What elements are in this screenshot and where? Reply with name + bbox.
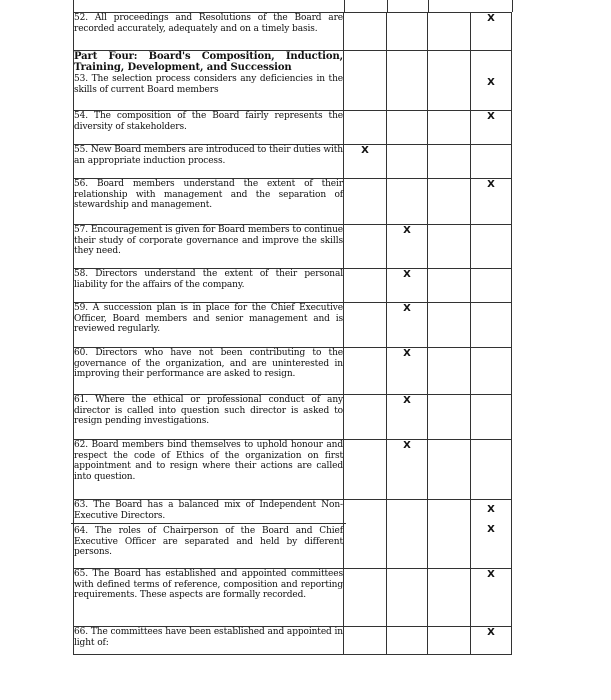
question-number: 60. — [74, 348, 89, 358]
check-mark: X — [403, 303, 411, 314]
table-row — [74, 627, 512, 655]
rating-cell — [428, 569, 471, 627]
rating-cell — [471, 440, 512, 500]
rating-cell — [471, 303, 512, 348]
check-mark: X — [487, 504, 495, 515]
question-cell — [74, 225, 344, 269]
check-mark: X — [487, 627, 495, 638]
table-row — [74, 179, 512, 225]
rating-cell — [428, 440, 471, 500]
rating-cell — [428, 225, 471, 269]
rating-cell — [428, 111, 471, 145]
question-cell — [74, 569, 344, 627]
rating-cell — [344, 225, 387, 269]
question-cell — [74, 269, 344, 303]
check-mark: X — [487, 77, 495, 88]
rating-cell — [471, 348, 512, 395]
question-text: Encouragement is given for Board members to continue their study of corporate governance and improve the skills they need. — [74, 225, 343, 256]
rating-cell — [344, 440, 387, 500]
question-number: 59. — [74, 303, 89, 313]
table-row — [74, 303, 512, 348]
rating-cell — [344, 500, 387, 569]
rating-cell — [387, 13, 428, 51]
rating-cell — [428, 145, 471, 179]
question-number: 52. — [74, 13, 89, 23]
question-cell — [74, 627, 344, 655]
rating-cell — [344, 111, 387, 145]
rating-cell — [387, 179, 428, 225]
rating-cell — [344, 13, 387, 51]
question-number: 54. — [74, 111, 89, 121]
rating-cell — [428, 303, 471, 348]
rating-cell — [387, 627, 428, 655]
rating-cell — [387, 395, 428, 440]
question-text: The selection process considers any deficiencies in the skills of current Board members — [74, 74, 344, 95]
question-cell — [74, 500, 344, 569]
question-text: All proceedings and Resolutions of the Board are recorded accurately, adequately and on a timely basis. — [74, 13, 344, 34]
question-number: 65. — [74, 569, 89, 579]
check-mark: X — [361, 145, 369, 156]
check-mark: X — [403, 440, 411, 451]
question-text: Directors who have not been contributing to the governance of the organization, and are uninterested in improving their performance are asked to resign. — [74, 348, 343, 379]
question-number: 57. — [74, 225, 89, 235]
rating-cell — [344, 51, 387, 111]
rating-cell — [387, 111, 428, 145]
rating-cell — [471, 51, 512, 111]
table-row — [74, 269, 512, 303]
table-row — [74, 111, 512, 145]
check-mark: X — [487, 13, 495, 24]
table-row — [74, 51, 512, 111]
rating-cell — [428, 395, 471, 440]
rating-cell — [344, 569, 387, 627]
table-row — [74, 348, 512, 395]
rating-cell — [387, 269, 428, 303]
table-row — [74, 500, 512, 569]
question-text: New Board members are introduced to their duties with an appropriate induction process. — [74, 145, 344, 166]
check-mark: X — [487, 179, 495, 190]
rating-cell — [428, 348, 471, 395]
question-cell — [74, 145, 344, 179]
question-text: The composition of the Board fairly represents the diversity of stakeholders. — [74, 111, 343, 132]
question-cell — [74, 303, 344, 348]
question-cell — [74, 179, 344, 225]
question-text: The Board has established and appointed committees with defined terms of reference, composition and reporting requirements. These aspects are formally recorded. — [74, 569, 344, 600]
rating-cell — [428, 13, 471, 51]
rating-cell — [344, 179, 387, 225]
rating-cell — [471, 179, 512, 225]
rating-cell — [344, 627, 387, 655]
rating-cell — [471, 225, 512, 269]
rating-cell — [387, 569, 428, 627]
rating-cell — [344, 395, 387, 440]
question-text: A succession plan is in place for the Chief Executive Officer, Board members and senior management and is reviewed regularly. — [74, 303, 343, 334]
question-text: Where the ethical or professional conduct of any director is called into question such director is asked to resign pending investigations. — [74, 395, 343, 426]
rating-cell — [471, 269, 512, 303]
rating-cell — [387, 303, 428, 348]
rating-cell — [387, 145, 428, 179]
question-text: Board members understand the extent of their relationship with management and the separation of stewardship and management. — [74, 179, 344, 210]
table-row — [74, 145, 512, 179]
rating-cell — [471, 627, 512, 655]
table-row — [74, 225, 512, 269]
question-number: 55. — [74, 145, 89, 155]
rating-cell — [387, 440, 428, 500]
question-cell — [74, 395, 344, 440]
section-heading: Part Four: Board's Composition, Induction, Training, Development, and Succession — [74, 51, 343, 73]
check-mark: X — [403, 348, 411, 359]
rating-cell — [471, 569, 512, 627]
question-number: 61. — [74, 395, 89, 405]
rating-cell — [387, 225, 428, 269]
question-text: Board members bind themselves to uphold honour and respect the code of Ethics of the organization on first appointment and to resign where their actions are called into question. — [74, 440, 343, 482]
question-number: 63. — [74, 500, 89, 510]
rating-cell — [471, 111, 512, 145]
rating-cell — [428, 500, 471, 569]
question-cell — [74, 440, 344, 500]
check-mark: X — [487, 111, 495, 122]
rating-cell — [344, 269, 387, 303]
rating-cell — [428, 51, 471, 111]
question-text: The committees have been established and appointed in light of: — [74, 627, 344, 648]
question-number: 62. — [74, 440, 89, 450]
question-text: Directors understand the extent of their personal liability for the affairs of the company. — [74, 269, 344, 290]
table-row — [74, 569, 512, 627]
check-mark: X — [487, 569, 495, 580]
rating-cell — [387, 500, 428, 569]
table-row — [74, 440, 512, 500]
rating-cell — [344, 145, 387, 179]
question-cell — [74, 348, 344, 395]
question-cell — [74, 111, 344, 145]
rating-cell — [428, 627, 471, 655]
table-top-strip — [73, 0, 513, 12]
rating-cell — [471, 395, 512, 440]
table-row — [74, 13, 512, 51]
question-number: 56. — [74, 179, 89, 189]
check-mark: X — [403, 225, 411, 236]
question-cell — [74, 13, 344, 51]
table-row — [74, 395, 512, 440]
rating-cell — [471, 13, 512, 51]
check-mark: X — [403, 269, 411, 280]
rating-cell — [428, 179, 471, 225]
rating-cell — [471, 145, 512, 179]
question-number: 66. — [74, 627, 89, 637]
rating-cell — [344, 348, 387, 395]
question-number: 58. — [74, 269, 89, 279]
rating-cell — [387, 348, 428, 395]
question-number: 53. — [74, 74, 89, 84]
rating-cell — [471, 500, 512, 569]
check-mark: X — [403, 395, 411, 406]
question-cell — [74, 51, 344, 111]
question-number: 64. — [74, 526, 89, 536]
rating-cell — [428, 269, 471, 303]
check-mark: X — [487, 524, 495, 535]
evaluation-table — [73, 12, 512, 655]
question-text: The Board has a balanced mix of Independent Non-Executive Directors. — [74, 500, 343, 521]
rating-cell — [344, 303, 387, 348]
rating-cell — [387, 51, 428, 111]
question-text: The roles of Chairperson of the Board and Chief Executive Officer are separated and held by different persons. — [74, 526, 344, 557]
